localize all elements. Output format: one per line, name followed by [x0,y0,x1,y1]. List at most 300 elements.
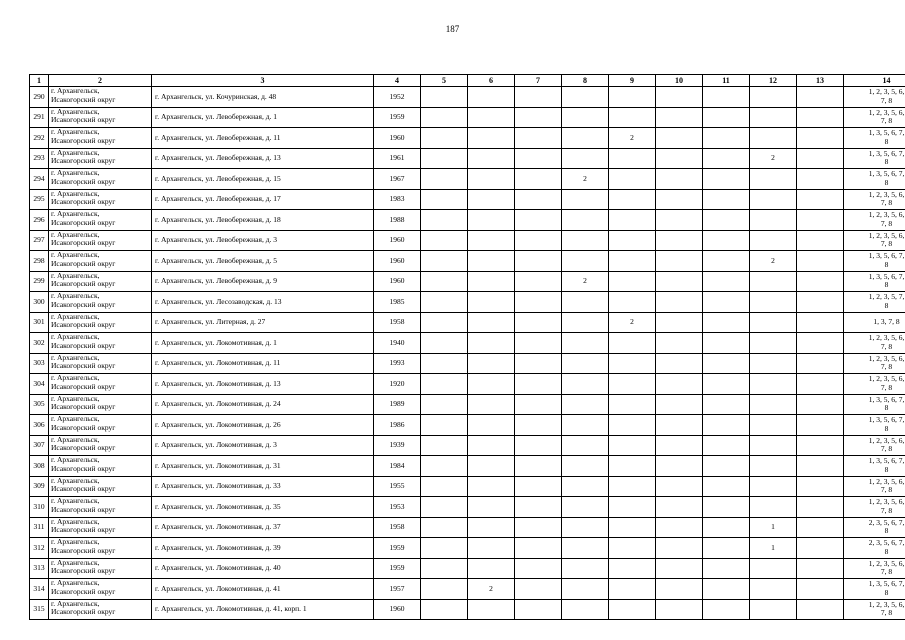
value-cell [468,415,515,436]
value-cell [797,333,844,354]
value-cell [656,230,703,251]
column-header: 8 [562,75,609,87]
value-cell [468,169,515,190]
value-cell: 2 [609,312,656,333]
systems-cell [844,107,905,128]
value-cell [750,558,797,579]
table-row [30,476,905,497]
value-cell [656,415,703,436]
systems-cell [844,558,905,579]
systems-line-1: 1, 3, 5, 6, 7, [868,394,905,404]
value-cell [609,271,656,292]
value-cell [609,374,656,395]
systems-line-1: 1, 3, 5, 6, 7, [868,415,905,425]
systems-cell [844,128,905,149]
systems-line-1: 1, 3, 5, 6, 7, [868,128,905,138]
value-cell [656,251,703,272]
value-cell [750,333,797,354]
column-header: 12 [750,75,797,87]
value-cell [797,312,844,333]
location-district: Исакогорский округ [51,607,116,616]
value-cell [703,210,750,231]
value-cell: 1 [750,538,797,559]
column-header: 5 [421,75,468,87]
systems-cell [844,394,905,415]
row-number-cell: 297 [30,230,49,251]
value-cell [421,292,468,313]
systems-line-2: 8 [884,157,889,167]
value-cell [562,435,609,456]
systems-line-1: 1, 2, 3, 5, 6, [868,558,905,568]
value-cell [750,87,797,108]
location-cell [49,312,152,333]
row-number-cell: 296 [30,210,49,231]
year-cell: 1960 [374,128,421,149]
value-cell [468,230,515,251]
table-row [30,517,905,538]
value-cell [703,87,750,108]
location-district: Исакогорский округ [51,279,116,288]
systems-line-2: 8 [884,177,889,187]
systems-line-2: 8 [884,403,889,413]
year-cell: 1960 [374,271,421,292]
year-cell: 1960 [374,230,421,251]
location-city: г. Архангельск, [51,435,100,444]
systems-line-1: 1, 3, 5, 6, 7, [868,271,905,281]
location-cell [49,353,152,374]
value-cell [421,456,468,477]
systems-line-2: 7, 8 [880,218,893,228]
systems-cell [844,497,905,518]
systems-cell [844,435,905,456]
value-cell [468,353,515,374]
value-cell [797,456,844,477]
value-cell [750,292,797,313]
location-cell [49,497,152,518]
location-city: г. Архангельск, [51,517,100,526]
value-cell [797,169,844,190]
location-cell [49,476,152,497]
address-cell: г. Архангельск, ул. Левобережная, д. 3 [152,230,374,251]
value-cell [421,394,468,415]
table-row [30,87,905,108]
systems-line-2: 7, 8 [880,116,893,126]
location-cell [49,558,152,579]
value-cell [797,497,844,518]
value-cell [609,579,656,600]
value-cell [562,374,609,395]
column-header: 2 [49,75,152,87]
systems-line-2: 7, 8 [880,239,893,249]
value-cell [468,148,515,169]
value-cell [609,189,656,210]
value-cell [468,435,515,456]
value-cell [797,374,844,395]
value-cell [797,107,844,128]
column-header: 4 [374,75,421,87]
table-row [30,292,905,313]
systems-cell [844,148,905,169]
location-district: Исакогорский округ [51,176,116,186]
table-row [30,251,905,272]
table-row [30,599,905,620]
address-cell: г. Архангельск, ул. Левобережная, д. 5 [152,251,374,272]
row-number-cell: 299 [30,271,49,292]
value-cell [656,148,703,169]
location-city: г. Архангельск, [51,599,100,608]
location-district: Исакогорский округ [51,545,116,555]
value-cell [515,476,562,497]
table-row [30,333,905,354]
row-number-cell: 303 [30,353,49,374]
value-cell [468,107,515,128]
column-header: 10 [656,75,703,87]
value-cell: 2 [562,169,609,190]
location-cell [49,251,152,272]
value-cell [609,251,656,272]
row-number-cell: 298 [30,251,49,272]
address-cell: г. Архангельск, ул. Локомотивная, д. 1 [152,333,374,354]
value-cell [421,169,468,190]
location-district: Исакогорский округ [51,566,116,575]
value-cell [703,497,750,518]
value-cell [609,456,656,477]
value-cell [515,435,562,456]
address-cell: г. Архангельск, ул. Локомотивная, д. 3 [152,435,374,456]
systems-line-1: 1, 2, 3, 5, 6, [868,497,905,507]
location-cell [49,230,152,251]
systems-line-1: 2, 3, 5, 6, 7, [868,517,905,527]
value-cell: 2 [562,271,609,292]
row-number-cell: 302 [30,333,49,354]
systems-line-1: 1, 2, 3, 5, 6, [868,599,905,609]
value-cell [656,374,703,395]
value-cell [421,210,468,231]
column-header: 6 [468,75,515,87]
value-cell [421,558,468,579]
year-cell: 1958 [374,517,421,538]
column-header: 9 [609,75,656,87]
value-cell [797,87,844,108]
location-district: Исакогорский округ [51,586,116,596]
column-header: 3 [152,75,374,87]
location-cell [49,148,152,169]
value-cell [515,538,562,559]
value-cell [515,169,562,190]
value-cell [703,476,750,497]
value-cell: 2 [609,128,656,149]
value-cell [562,333,609,354]
table-row [30,353,905,374]
systems-line-1: 1, 3, 5, 6, 7, [868,579,905,589]
value-cell [468,251,515,272]
systems-line-2: 8 [884,136,889,146]
table-row [30,538,905,559]
value-cell [562,415,609,436]
column-header: 1 [30,75,49,87]
value-cell [656,476,703,497]
value-cell [421,517,468,538]
year-cell: 1940 [374,333,421,354]
row-number-cell: 310 [30,497,49,518]
systems-cell [844,333,905,354]
value-cell [609,148,656,169]
value-cell [515,517,562,538]
address-cell: г. Архангельск, ул. Левобережная, д. 9 [152,271,374,292]
value-cell [656,558,703,579]
systems-cell [844,353,905,374]
address-cell: г. Архангельск, ул. Кочуринская, д. 48 [152,87,374,108]
location-district: Исакогорский округ [51,484,116,493]
value-cell [703,292,750,313]
address-cell: г. Архангельск, ул. Локомотивная, д. 24 [152,394,374,415]
location-city: г. Архангельск, [51,578,100,587]
address-cell: г. Архангельск, ул. Локомотивная, д. 40 [152,558,374,579]
value-cell [468,87,515,108]
systems-cell [844,456,905,477]
address-cell: г. Архангельск, ул. Левобережная, д. 18 [152,210,374,231]
value-cell [562,517,609,538]
value-cell [421,230,468,251]
value-cell [797,476,844,497]
address-cell: г. Архангельск, ул. Локомотивная, д. 41 [152,579,374,600]
row-number-cell: 314 [30,579,49,600]
systems-line-1: 1, 2, 3, 5, 6, [868,333,905,343]
year-cell: 1957 [374,579,421,600]
value-cell [609,558,656,579]
value-cell [703,251,750,272]
address-cell: г. Архангельск, ул. Локомотивная, д. 13 [152,374,374,395]
table-row [30,107,905,128]
row-number-cell: 311 [30,517,49,538]
value-cell [421,435,468,456]
row-number-cell: 291 [30,107,49,128]
systems-line-1: 1, 3, 5, 6, 7, [868,456,905,466]
value-cell [515,210,562,231]
value-cell [562,128,609,149]
systems-cell [844,517,905,538]
value-cell [797,128,844,149]
location-cell [49,292,152,313]
value-cell [797,230,844,251]
location-cell [49,517,152,538]
row-number-cell: 315 [30,599,49,620]
location-cell [49,107,152,128]
row-number-cell: 294 [30,169,49,190]
row-number-cell: 304 [30,374,49,395]
table-row [30,456,905,477]
location-city: г. Архангельск, [51,476,100,485]
location-city: г. Архангельск, [51,455,100,464]
address-cell: г. Архангельск, ул. Локомотивная, д. 39 [152,538,374,559]
row-number-cell: 300 [30,292,49,313]
location-cell [49,415,152,436]
value-cell [421,312,468,333]
location-city: г. Архангельск, [51,107,100,116]
value-cell [421,476,468,497]
location-district: Исакогорский округ [51,238,116,247]
systems-line-2: 7, 8 [880,444,893,454]
value-cell [609,210,656,231]
systems-line-1: 1, 3, 5, 6, 7, [868,148,905,158]
table-row [30,210,905,231]
value-cell [703,374,750,395]
value-cell [562,87,609,108]
location-district: Исакогорский округ [51,320,116,329]
systems-line-1: 1, 2, 3, 5, 6, [868,107,905,117]
year-cell: 1986 [374,415,421,436]
value-cell [750,415,797,436]
location-district: Исакогорский округ [51,197,116,206]
year-cell: 1961 [374,148,421,169]
location-city: г. Архангельск, [51,353,100,362]
address-cell: г. Архангельск, ул. Левобережная, д. 11 [152,128,374,149]
value-cell [750,312,797,333]
value-cell [703,189,750,210]
value-cell [609,497,656,518]
value-cell [797,353,844,374]
value-cell [797,271,844,292]
systems-cell [844,230,905,251]
location-cell [49,374,152,395]
location-district: Исакогорский округ [51,135,116,145]
value-cell: 2 [750,148,797,169]
value-cell [609,538,656,559]
location-district: Исакогорский округ [51,258,116,268]
value-cell [703,394,750,415]
value-cell [750,189,797,210]
value-cell [609,353,656,374]
value-cell [797,517,844,538]
systems-cell [844,292,905,313]
systems-line-2: 7, 8 [880,505,893,515]
location-cell [49,271,152,292]
location-city: г. Архангельск, [51,414,100,423]
value-cell [609,394,656,415]
value-cell [562,292,609,313]
value-cell [515,107,562,128]
location-city: г. Архангельск, [51,537,100,546]
value-cell [562,538,609,559]
value-cell [421,497,468,518]
value-cell [703,353,750,374]
systems-line-1: 2, 3, 5, 6, 7, [868,538,905,548]
value-cell [515,292,562,313]
location-city: г. Архангельск, [51,332,100,341]
location-city: г. Архангельск, [51,230,100,239]
row-number-cell: 292 [30,128,49,149]
value-cell [515,128,562,149]
location-city: г. Архангельск, [51,189,100,198]
value-cell [703,148,750,169]
value-cell [468,538,515,559]
value-cell [656,394,703,415]
value-cell [515,599,562,620]
address-cell: г. Архангельск, ул. Локомотивная, д. 41, корп. 1 [152,599,374,620]
value-cell [421,148,468,169]
systems-cell [844,476,905,497]
location-city: г. Архангельск, [51,127,100,136]
value-cell: 1 [750,517,797,538]
address-cell: г. Архангельск, ул. Левобережная, д. 17 [152,189,374,210]
location-district: Исакогорский округ [51,156,116,165]
systems-line-1: 1, 2, 3, 5, 6, [868,435,905,445]
value-cell [515,271,562,292]
value-cell [703,456,750,477]
value-cell [750,497,797,518]
value-cell [562,476,609,497]
year-cell: 1958 [374,312,421,333]
row-number-cell: 305 [30,394,49,415]
table-row [30,312,905,333]
value-cell [515,87,562,108]
value-cell [797,558,844,579]
value-cell [515,251,562,272]
systems-line-1: 1, 2, 3, 5, 6, [868,87,905,97]
year-cell: 1984 [374,456,421,477]
value-cell [421,87,468,108]
value-cell [468,271,515,292]
value-cell [562,558,609,579]
value-cell [703,517,750,538]
value-cell [468,128,515,149]
value-cell [562,210,609,231]
table-row [30,394,905,415]
value-cell [421,538,468,559]
location-cell [49,128,152,149]
value-cell [656,353,703,374]
value-cell: 2 [750,251,797,272]
value-cell [750,230,797,251]
year-cell: 1959 [374,107,421,128]
address-cell: г. Архангельск, ул. Локомотивная, д. 37 [152,517,374,538]
row-number-cell: 301 [30,312,49,333]
value-cell [421,579,468,600]
value-cell [750,435,797,456]
value-cell [703,312,750,333]
value-cell [468,374,515,395]
column-header: 13 [797,75,844,87]
address-cell: г. Архангельск, ул. Левобережная, д. 13 [152,148,374,169]
location-district: Исакогорский округ [51,402,116,411]
systems-cell [844,210,905,231]
table-row [30,271,905,292]
value-cell [609,230,656,251]
table-row [30,415,905,436]
table-row [30,230,905,251]
value-cell [468,558,515,579]
value-cell [421,107,468,128]
value-cell [468,476,515,497]
value-cell [656,210,703,231]
location-cell [49,456,152,477]
value-cell [656,128,703,149]
value-cell [468,497,515,518]
systems-cell [844,312,905,333]
value-cell [609,87,656,108]
value-cell [468,292,515,313]
value-cell [750,394,797,415]
column-header: 11 [703,75,750,87]
row-number-cell: 306 [30,415,49,436]
systems-line-2: 8 [884,526,889,536]
year-cell: 1959 [374,538,421,559]
address-cell: г. Архангельск, ул. Локомотивная, д. 11 [152,353,374,374]
page-number: 187 [445,24,460,34]
value-cell [562,189,609,210]
value-cell [562,599,609,620]
value-cell [468,517,515,538]
